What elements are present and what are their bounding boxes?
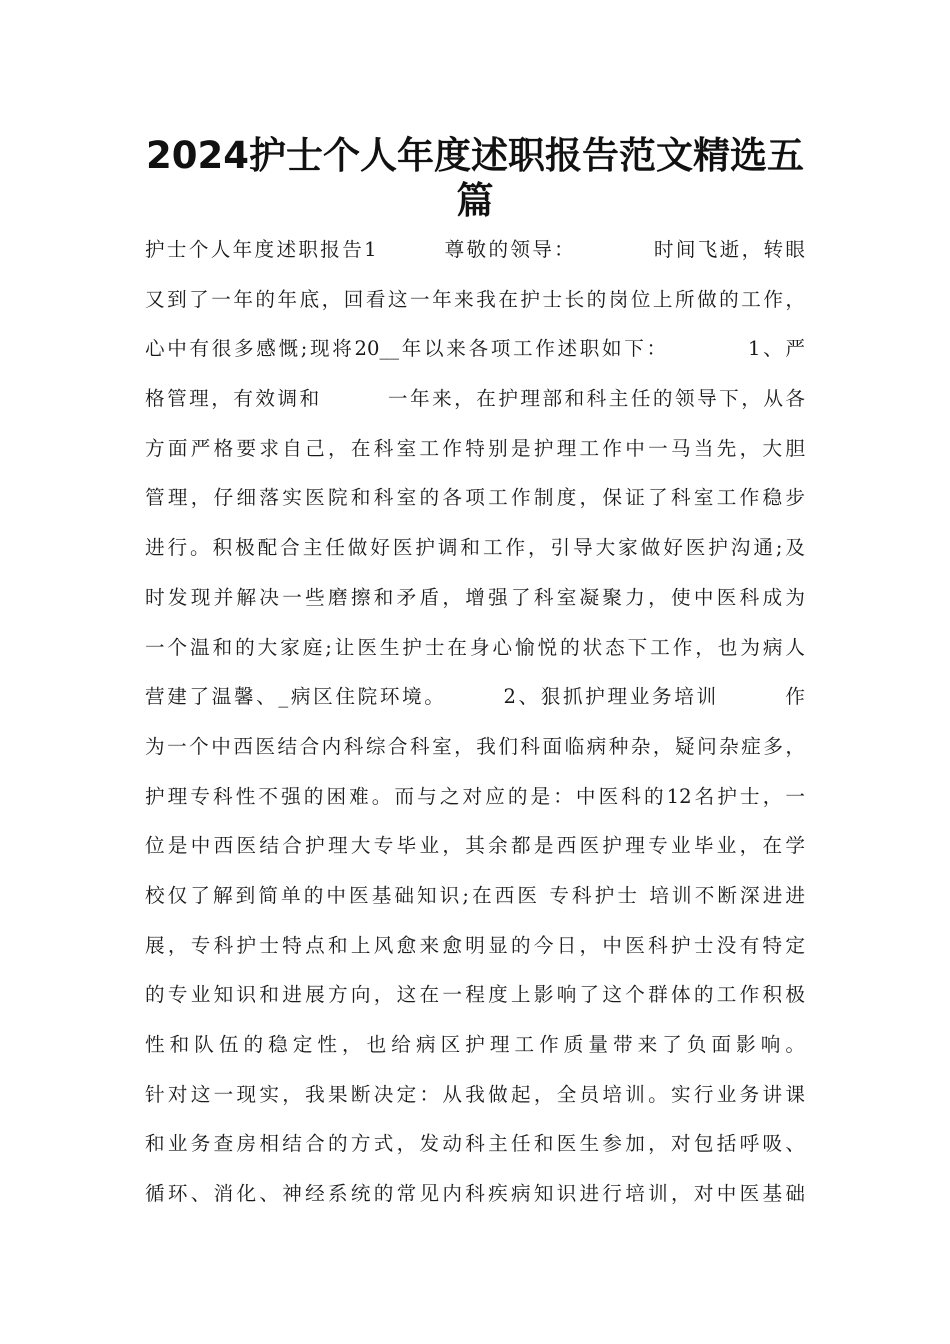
body-line: 和业务查房相结合的方式，发动科主任和医生参加，对包括呼吸、 <box>145 1132 805 1156</box>
body-line: 又到了一年的年底，回看这一年来我在护士长的岗位上所做的工作， <box>145 287 805 311</box>
body-line: 心中有很多感慨;现将20__年以来各项工作述职如下： 1、严 <box>145 337 805 361</box>
body-line: 一个温和的大家庭;让医生护士在身心愉悦的状态下工作，也为病人 <box>145 635 805 659</box>
body-line: 营建了温馨、_病区住院环境。 2、狠抓护理业务培训 作 <box>145 685 805 709</box>
body-line: 展，专科护士特点和上风愈来愈明显的今日，中医科护士没有特定 <box>145 933 805 957</box>
body-line: 循环、消化、神经系统的常见内科疾病知识进行培训，对中医基础 <box>145 1182 805 1206</box>
body-line: 性和队伍的稳定性，也给病区护理工作质量带来了负面影响。 <box>145 1033 805 1056</box>
body-line: 的专业知识和进展方向，这在一程度上影响了这个群体的工作积极 <box>145 983 805 1007</box>
body-line: 进行。积极配合主任做好医护调和工作，引导大家做好医护沟通;及 <box>145 536 805 560</box>
body-line: 格管理，有效调和 一年来，在护理部和科主任的领导下，从各 <box>145 387 805 411</box>
document-body <box>145 231 805 1225</box>
body-line: 护士个人年度述职报告1 尊敬的领导： 时间飞逝，转眼 <box>145 238 805 261</box>
body-line: 时发现并解决一些磨擦和矛盾，增强了科室凝聚力，使中医科成为 <box>145 585 805 609</box>
body-line: 管理，仔细落实医院和科室的各项工作制度，保证了科室工作稳步 <box>145 486 805 510</box>
document-title-line-1: 2024护士个人年度述职报告范文精选五 <box>146 134 804 177</box>
body-line: 方面严格要求自己，在科室工作特别是护理工作中一马当先，大胆 <box>145 436 805 460</box>
body-line: 针对这一现实，我果断决定：从我做起，全员培训。实行业务讲课 <box>145 1082 805 1106</box>
body-line: 校仅了解到简单的中医基础知识;在西医 专科护士 培训不断深进进 <box>145 883 805 907</box>
body-line: 为一个中西医结合内科综合科室，我们科面临病种杂，疑问杂症多， <box>145 734 805 758</box>
body-line: 位是中西医结合护理大专毕业，其余都是西医护理专业毕业，在学 <box>145 834 805 858</box>
document-title-line-2: 篇 <box>456 179 494 222</box>
body-line: 护理专科性不强的困难。而与之对应的是：中医科的12名护士，一 <box>145 784 805 808</box>
